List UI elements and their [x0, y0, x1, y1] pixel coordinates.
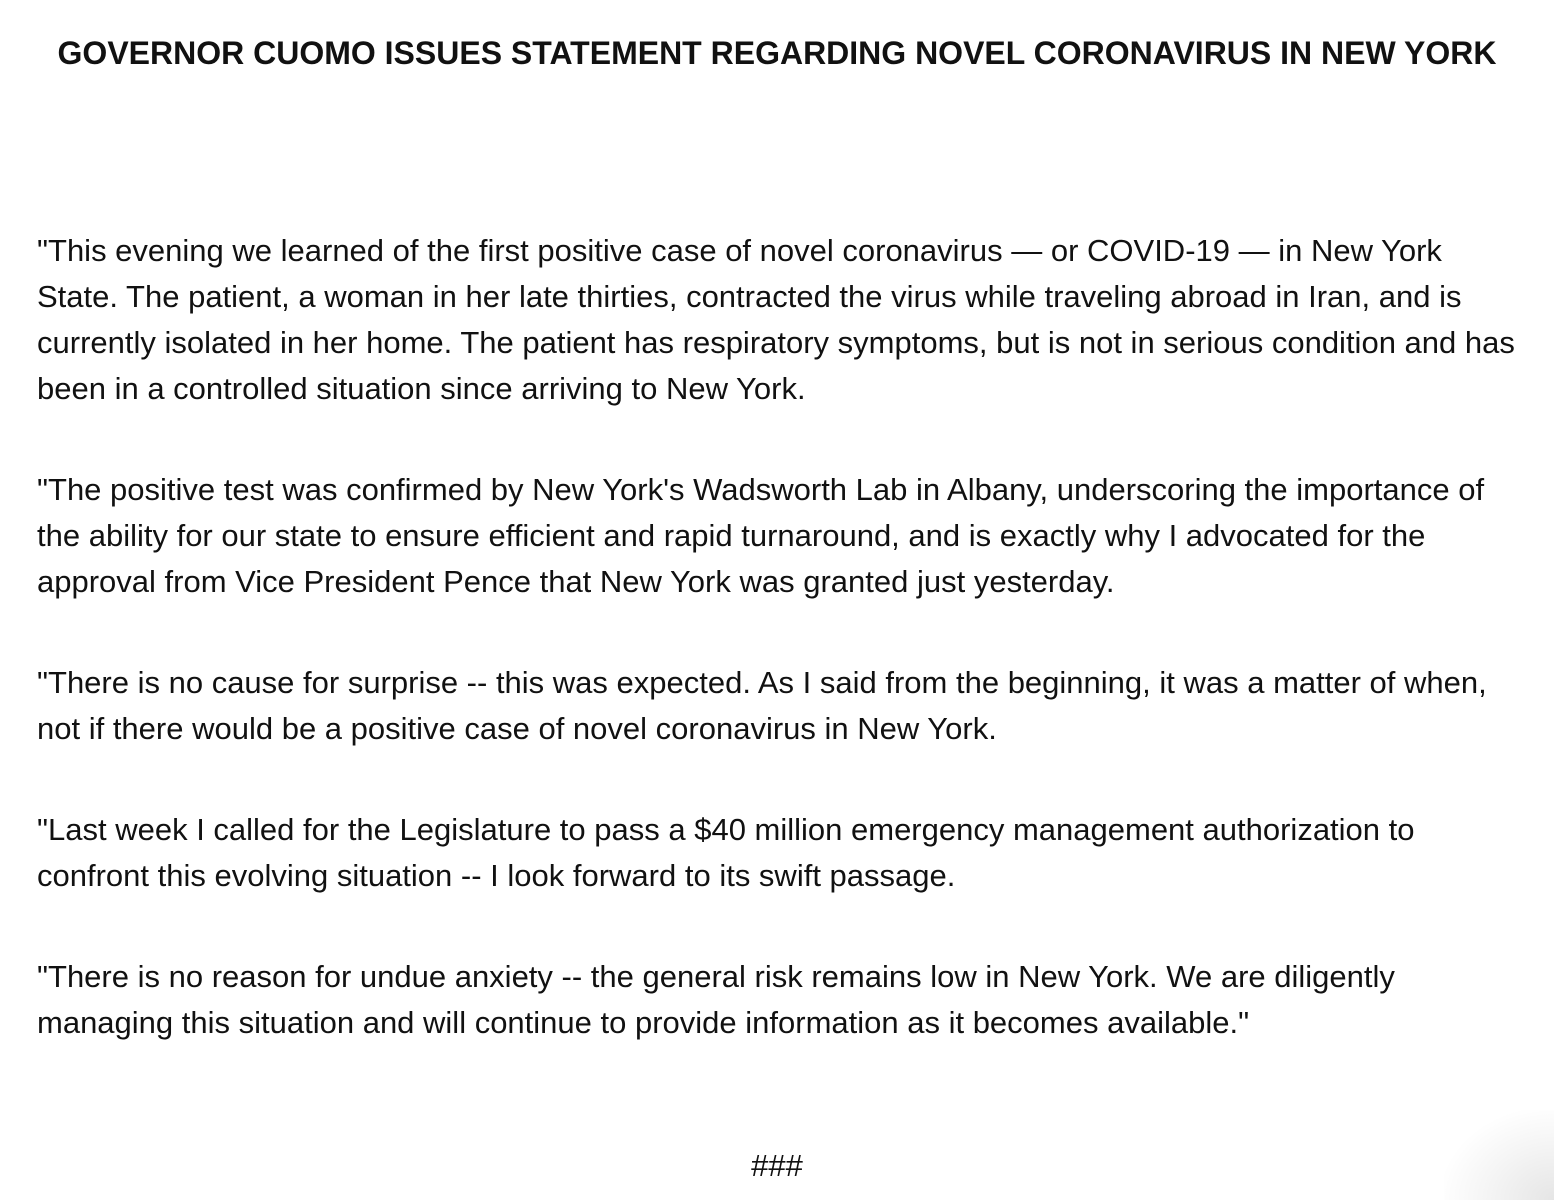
statement-title: GOVERNOR CUOMO ISSUES STATEMENT REGARDING NOVEL CORONAVIRUS IN NEW YORK [57, 35, 1497, 71]
paragraph-legislature: "Last week I called for the Legislature to pass a $40 million emergency management authorization to confront this evolving situation -- I look forward to its swift passage. [37, 812, 1415, 893]
paragraph-first-case: "This evening we learned of the first positive case of novel coronavirus — or COVID-19 — in New York State. The patient, a woman in her late thirties, contracted the virus while traveling abroad in Iran, and is currently isolated in her home. The patient has respiratory symptoms, but is not in serious condition and has been in a controlled situation since arriving to New York. [37, 233, 1515, 406]
paragraph-no-surprise: "There is no cause for surprise -- this was expected. As I said from the beginning, it was a matter of when, not if there would be a positive case of novel coronavirus in New York. [37, 665, 1487, 746]
statement-body [37, 228, 1527, 1046]
end-of-release-mark: ### [751, 1148, 803, 1183]
page-corner-shadow [1444, 1110, 1554, 1200]
paragraph-wadsworth-lab: "The positive test was confirmed by New York's Wadsworth Lab in Albany, underscoring the importance of the ability for our state to ensure efficient and rapid turnaround, and is exactly why I advocated for the approval from Vice President Pence that New York was granted just yesterday. [37, 472, 1485, 599]
paragraph-no-anxiety: "There is no reason for undue anxiety -- the general risk remains low in New York. We are diligently managing this situation and will continue to provide information as it becomes available." [37, 959, 1395, 1040]
